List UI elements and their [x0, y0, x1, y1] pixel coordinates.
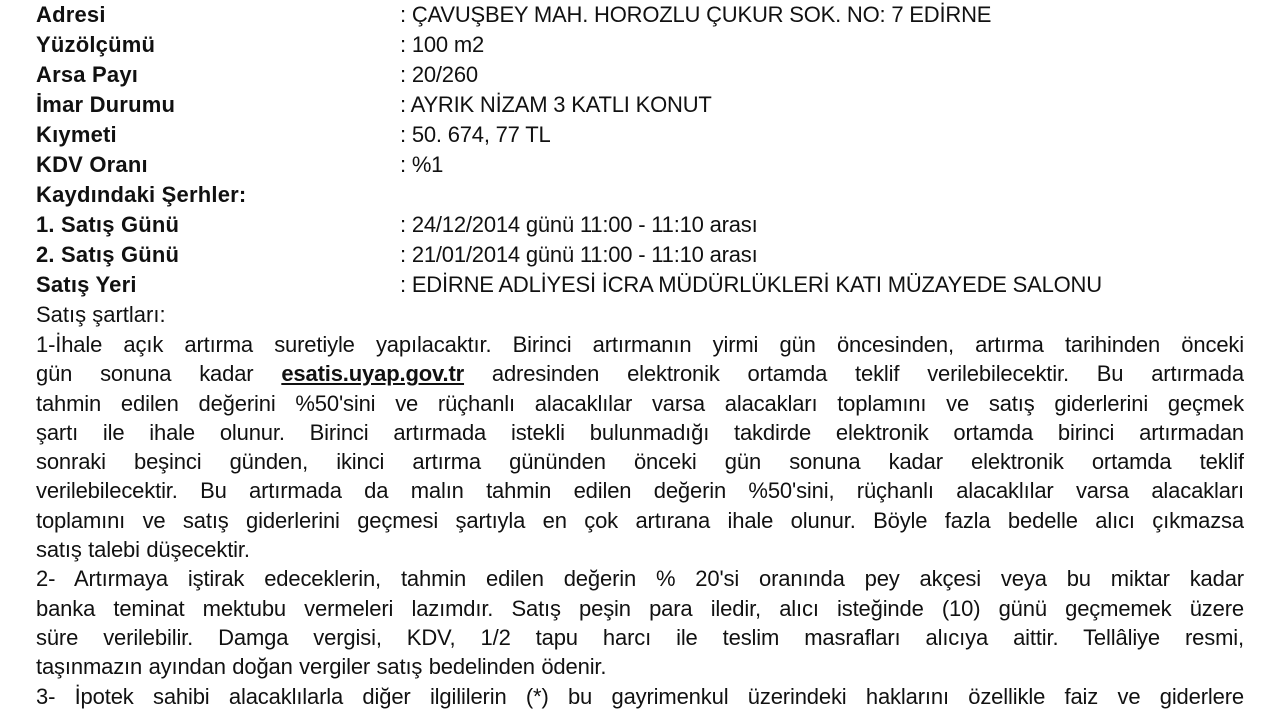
- text-line: verilebilecektir. Bu artırmada da malın tahmin edilen değerin %50'sini, rüçhanlı alacaklılar varsa alacakları: [36, 478, 1244, 504]
- field-value: : AYRIK NİZAM 3 KATLI KONUT: [400, 92, 712, 117]
- field-annotations: [36, 180, 1244, 210]
- text-line: [36, 359, 1244, 388]
- field-label: İmar Durumu: [36, 92, 176, 117]
- text-fragment: gün sonuna kadar: [36, 361, 254, 387]
- field-value: : 24/12/2014 günü 11:00 - 11:10 arası: [400, 212, 758, 237]
- text-line: tahmin edilen değerini %50'sini ve rüçhanlı alacaklılar varsa alacakları toplamını ve satış giderlerini geçmek: [36, 390, 1244, 416]
- field-label: Satış Yeri: [36, 272, 137, 297]
- text-line: satış talebi düşecektir.: [36, 537, 250, 563]
- field-label: 1. Satış Günü: [36, 212, 180, 237]
- text-line: 1-İhale açık artırma suretiyle yapılacaktır. Birinci artırmanın yirmi gün öncesinden, artırma tarihinden önceki: [36, 332, 1244, 357]
- esatis-link[interactable]: esatis.uyap.gov.tr: [281, 361, 465, 387]
- field-value: : 50. 674, 77 TL: [400, 122, 551, 147]
- text-line: banka teminat mektubu vermeleri lazımdır. Satış peşin para iledir, alıcı isteğinde (10) günü geçmemek üzere: [36, 595, 1244, 621]
- text-line: taşınmazın ayından doğan vergiler satış bedelinden ödenir.: [36, 654, 607, 680]
- text-line: sonraki beşinci günden, ikinci artırma gününden önceki gün sonuna kadar elektronik ortamda teklif: [36, 449, 1244, 475]
- field-sale-location: [36, 270, 1244, 300]
- field-value: : %1: [400, 152, 444, 177]
- field-value: : 100 m2: [400, 32, 485, 57]
- field-label: Kıymeti: [36, 122, 117, 147]
- field-first-sale-date: [36, 210, 1244, 240]
- text-line: toplamını ve satış giderlerini geçmesi şartıyla en çok artırana ihale olunur. Böyle fazla bedelle alıcı çıkmazsa: [36, 507, 1244, 533]
- field-label: Yüzölçümü: [36, 32, 156, 57]
- condition-2: [36, 564, 1244, 681]
- field-vat-rate: [36, 150, 1244, 180]
- text-line: 2- Artırmaya iştirak edeceklerin, tahmin edilen değerin % 20'si oranında pey akçesi veya bu miktar kadar: [36, 566, 1244, 592]
- field-value: : 20/260: [400, 62, 478, 87]
- field-second-sale-date: [36, 240, 1244, 270]
- text-line: şartı ile ihale olunur. Birinci artırmada istekli bulunmadığı takdirde elektronik ortamda birinci artırmadan: [36, 419, 1244, 445]
- auction-notice: [36, 0, 1244, 711]
- field-value: : EDİRNE ADLİYESİ İCRA MÜDÜRLÜKLERİ KATI MÜZAYEDE SALONU: [400, 272, 1102, 297]
- field-area: [36, 30, 1244, 60]
- conditions-title: Satış şartları:: [36, 302, 166, 327]
- text-line: süre verilebilir. Damga vergisi, KDV, 1/2 tapu harcı ile teslim masrafları alıcıya aittir. Tellâliye resmi,: [36, 624, 1244, 650]
- field-value: : ÇAVUŞBEY MAH. HOROZLU ÇUKUR SOK. NO: 7 EDİRNE: [400, 2, 992, 27]
- field-address: [36, 0, 1244, 30]
- field-value-amount: [36, 120, 1244, 150]
- field-label: Kaydındaki Şerhler:: [36, 182, 247, 207]
- field-label: Adresi: [36, 2, 106, 27]
- text-fragment: adresinden elektronik ortamda teklif verilebilecektir. Bu artırmada: [491, 361, 1244, 387]
- field-value: : 21/01/2014 günü 11:00 - 11:10 arası: [400, 242, 758, 267]
- field-zoning: [36, 90, 1244, 120]
- field-label: KDV Oranı: [36, 152, 148, 177]
- condition-3: [36, 682, 1244, 711]
- field-label: 2. Satış Günü: [36, 242, 180, 267]
- field-label: Arsa Payı: [36, 62, 139, 87]
- condition-1: [36, 330, 1244, 564]
- field-land-share: [36, 60, 1244, 90]
- text-line: 3- İpotek sahibi alacaklılarla diğer ilgililerin (*) bu gayrimenkul üzerindeki haklarını özellikle faiz ve giderlere: [36, 683, 1244, 709]
